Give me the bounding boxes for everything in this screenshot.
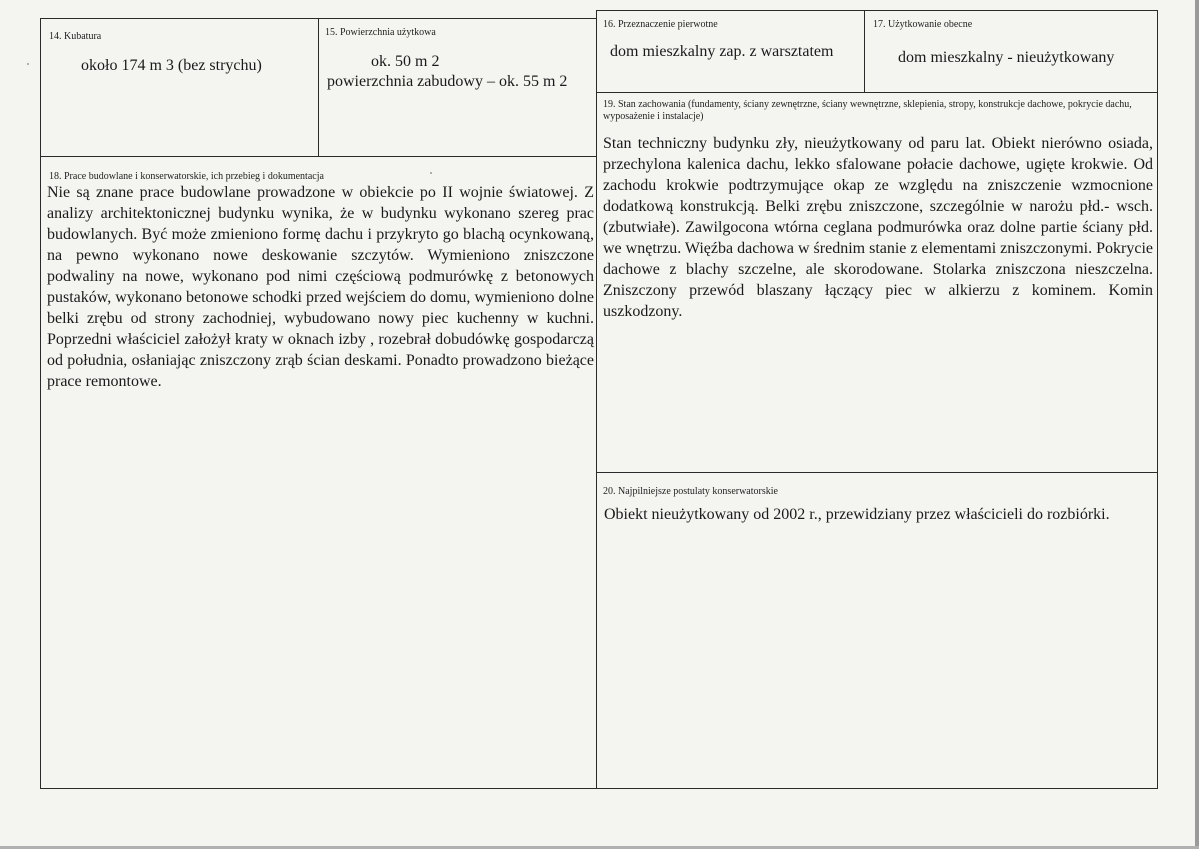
field-powierzchnia-value-1: ok. 50 m 2 xyxy=(371,53,440,70)
field-postulaty-text: Obiekt nieużytkowany od 2002 r., przewidziany przez właścicieli do rozbiórki. xyxy=(604,506,1110,523)
field-kubatura-label: 14. Kubatura xyxy=(49,31,102,42)
field-stan-zachowania-text: Stan techniczny budynku zły, nieużytkowany od paru lat. Obiekt nierówno osiada, przechylona kalenica dachu, lekko sfalowane połacie dachowe, ugięte krokwie. Od zachodu krokwie podtrzymujące okap ze względu na zniszczenie wzmocnione dodatkową konstrukcją. Belki zrębu zniszczone, szczególnie w narożu płd.- wsch. (zbutwiałe). Zawilgocona wtórna ceglana podmurówka oraz dolne partie ściany płd. we wnętrzu. Więźba dachowa w średnim stanie z elementami zniszczonymi. Pokrycie dachowe z blachy szczelne, ale skorodowane. Stolarka zniszczona nieszczelna. Zniszczony przewód blaszany łączący piec w alkierzu z kominem. Komin uszkodzony. xyxy=(603,135,1153,320)
field-przeznaczenie-label: 16. Przeznaczenie pierwotne xyxy=(603,19,718,30)
field-prace-budowlane-label: 18. Prace budowlane i konserwatorskie, ich przebieg i dokumentacja xyxy=(49,171,324,182)
field-powierzchnia-label: 15. Powierzchnia użytkowa xyxy=(325,27,436,38)
field-postulaty xyxy=(597,473,1157,788)
field-przeznaczenie xyxy=(597,11,864,92)
right-border xyxy=(1157,10,1158,789)
field-uzytkowanie-value: dom mieszkalny - nieużytkowany xyxy=(898,49,1115,66)
field-postulaty-label: 20. Najpilniejsze postulaty konserwatorskie xyxy=(603,486,778,497)
bottom-border xyxy=(40,788,1158,789)
scan-edge-right xyxy=(1195,0,1199,849)
field-powierzchnia-value-2: powierzchnia zabudowy – ok. 55 m 2 xyxy=(327,73,568,90)
scan-speck xyxy=(430,172,432,174)
field-przeznaczenie-value: dom mieszkalny zap. z warsztatem xyxy=(610,43,834,60)
field-prace-budowlane xyxy=(41,157,596,788)
field-uzytkowanie-label: 17. Użytkowanie obecne xyxy=(873,19,973,30)
field-stan-zachowania xyxy=(597,93,1157,472)
field-kubatura-value: około 174 m 3 (bez strychu) xyxy=(81,57,262,74)
scan-speck xyxy=(27,63,29,65)
field-prace-budowlane-text: Nie są znane prace budowlane prowadzone w obiekcie po II wojnie światowej. Z analizy architektonicznej budynku wynika, że w budynku wykonano szereg prac budowlanych. Być może zmieniono formę dachu i przykryto go blachą ocynkowaną, na pewno wykonano nowe deskowanie szczytów. Wymieniono zniszczone podwaliny na nowe, wykonano pod nimi częściową podmurówkę z betonowych pustaków, wykonano betonowe schodki przed wejściem do domu, wymieniono dolne belki zrębu od strony zachodniej, wybudowano nowy piec kuchenny w kuchni. Poprzedni właściciel założył kraty w oknach izby , rozebrał dobudówkę gospodarczą od południa, osłaniając zniszczony zrąb ścian deskami. Ponadto prowadzono bieżące prace remontowe. xyxy=(47,184,594,390)
field-stan-zachowania-label: 19. Stan zachowania (fundamenty, ściany zewnętrzne, ściany wewnętrzne, sklepienia, stropy, konstrukcje dachowe, pokrycie dachu, wyposażenie i instalacje) xyxy=(603,99,1132,122)
field-uzytkowanie xyxy=(865,11,1157,92)
field-kubatura xyxy=(41,19,318,156)
field-powierzchnia xyxy=(319,19,596,156)
